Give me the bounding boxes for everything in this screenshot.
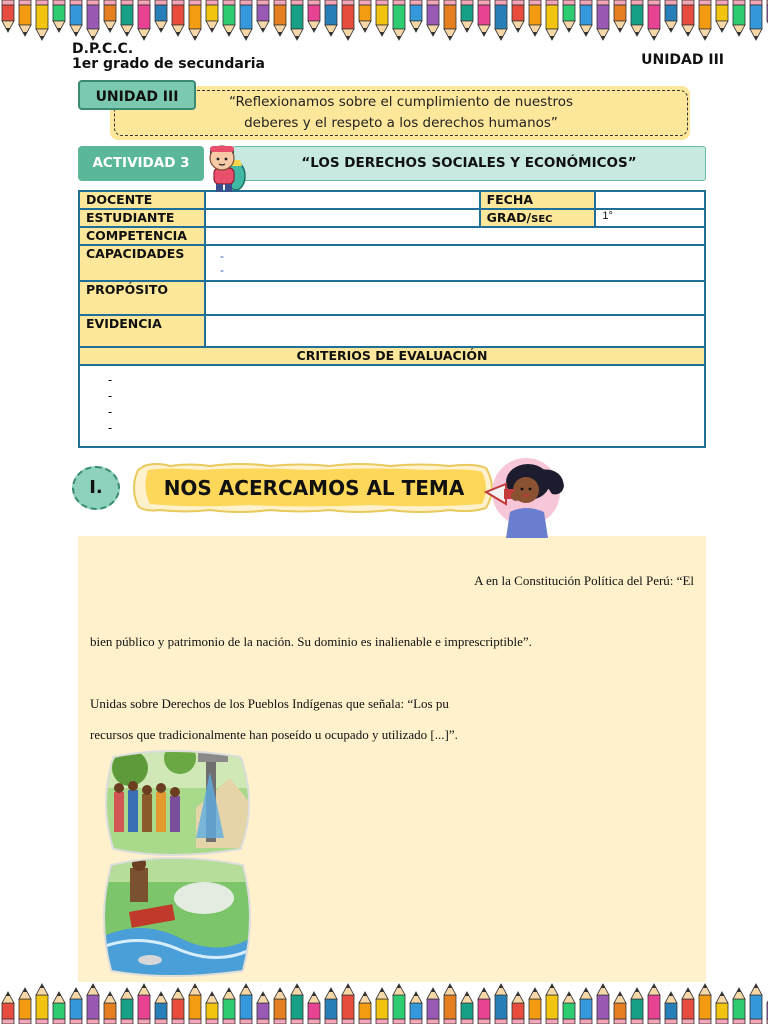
grad-sec-label [480,209,596,227]
proposito-field[interactable] [205,281,705,315]
pencil-icon [546,984,558,1024]
pencil-icon [648,0,660,40]
pencil-icon [70,988,82,1024]
pencil-icon [682,988,694,1024]
pencil-icon [189,984,201,1024]
pencil-icon [308,992,320,1024]
proposito-label: PROPÓSITO [79,281,205,315]
capacidades-label: CAPACIDADES [79,245,205,281]
pencil-icon [716,0,728,32]
pencil-icon [36,984,48,1024]
pencil-icon [750,0,762,40]
pencil-icon [53,0,65,32]
pencil-icon [563,0,575,32]
criterios-header: CRITERIOS DE EVALUACIÓN [79,347,705,365]
sec-label: SEC [531,214,553,225]
pencil-icon [580,988,592,1024]
pencil-icon [376,0,388,36]
document-header [72,42,265,72]
capacidad-item: - [219,263,224,277]
pencil-icon [240,984,252,1024]
pencil-icon [495,0,507,40]
pencil-icon [665,992,677,1024]
pencil-icon [461,0,473,32]
unit-label-right: UNIDAD III [641,52,724,68]
pencil-icon [580,0,592,36]
pencil-icon [427,0,439,36]
pencil-icon [410,992,422,1024]
pencil-icon [274,988,286,1024]
pencil-icon [206,992,218,1024]
criterios-list [86,366,698,436]
pencil-icon [410,0,422,32]
pencil-icon [444,0,456,40]
estudiante-field[interactable] [205,209,480,227]
criterio-item: - [108,405,113,419]
pencil-icon [342,984,354,1024]
pencil-icon [359,992,371,1024]
pencil-icon [478,0,490,36]
pencil-icon [53,992,65,1024]
content-line-2: bien público y patrimonio de la nación. Su dominio es inalienable e imprescriptible”. [90,634,532,649]
pencil-icon [631,988,643,1024]
pencil-icon [750,984,762,1024]
pencil-icon [342,0,354,40]
pencil-icon [631,0,643,36]
criterio-item: - [108,389,113,403]
capacidades-list [212,246,698,277]
unit-badge: UNIDAD III [78,80,196,110]
girl-with-megaphone-icon [476,456,572,538]
pencil-icon [614,992,626,1024]
pencil-icon [155,992,167,1024]
pencil-icon [104,992,116,1024]
grad-label: GRAD/ [486,210,532,225]
pencil-icon [87,984,99,1024]
pencil-icon [325,0,337,36]
pencil-icon [529,988,541,1024]
pencil-border-bottom [0,982,768,1024]
pencil-icon [240,0,252,40]
competencia-label: COMPETENCIA [79,227,205,245]
content-line-4: recursos que tradicionalmente han poseído u ocupado y utilizado [...]”. [90,727,458,742]
grad-sec-field[interactable]: 1° [595,209,705,227]
pencil-icon [257,0,269,32]
docente-label: DOCENTE [79,191,205,209]
activity-title: “LOS DERECHOS SOCIALES Y ECONÓMICOS” [232,146,706,181]
pencil-icon [529,0,541,36]
pencil-icon [274,0,286,36]
pencil-border-top [0,0,768,42]
student-character-icon [200,138,258,194]
criterio-item: - [108,373,113,387]
content-line-3: Unidas sobre Derechos de los Pueblos Indígenas que señala: “Los pu [90,696,449,711]
pencil-icon [359,0,371,32]
pencil-icon [189,0,201,40]
unit-theme-line-1: “Reflexionamos sobre el cumplimiento de nuestros [228,94,574,110]
pencil-icon [563,992,575,1024]
pencil-icon [223,988,235,1024]
estudiante-label: ESTUDIANTE [79,209,205,227]
pencil-icon [2,0,14,32]
pencil-icon [19,0,31,36]
pencil-icon [597,984,609,1024]
pencil-icon [665,0,677,32]
pencil-icon [104,0,116,32]
evidencia-label: EVIDENCIA [79,315,205,347]
pencil-icon [648,984,660,1024]
section-number-badge: I. [72,466,120,510]
pencil-icon [733,0,745,36]
fecha-label: FECHA [480,191,596,209]
pencil-icon [155,0,167,32]
pencil-icon [393,0,405,40]
criterios-field[interactable] [79,365,705,447]
pencil-icon [682,0,694,36]
pencil-icon [699,984,711,1024]
pencil-icon [716,992,728,1024]
pencil-icon [138,984,150,1024]
pencil-icon [733,988,745,1024]
pencil-icon [121,988,133,1024]
pencil-icon [614,0,626,32]
competencia-field[interactable] [205,227,705,245]
pencil-icon [546,0,558,40]
student-info-table [78,190,706,448]
pencil-icon [291,0,303,40]
pencil-border-graphic [0,982,768,1024]
pencil-icon [36,0,48,40]
pencil-icon [461,992,473,1024]
pencil-icon [87,0,99,40]
pencil-icon [427,988,439,1024]
pencil-icon [308,0,320,32]
unit-theme [114,90,688,136]
water-rights-illustration [100,748,254,978]
pencil-icon [478,988,490,1024]
pencil-icon [393,984,405,1024]
pencil-icon [495,984,507,1024]
pencil-icon [512,0,524,32]
fecha-field[interactable] [595,191,705,209]
criterio-item: - [108,421,113,435]
activity-badge: ACTIVIDAD 3 [78,146,204,181]
section-title: NOS ACERCAMOS AL TEMA [163,476,465,500]
pencil-icon [699,0,711,40]
pencil-icon [444,984,456,1024]
grade-label: 1er grado de secundaria [72,56,265,72]
pencil-icon [223,0,235,36]
content-line-1: A en la Constitución Política del Perú: “El [474,573,694,588]
pencil-icon [257,992,269,1024]
pencil-icon [70,0,82,36]
capacidades-field[interactable] [205,245,705,281]
pencil-icon [206,0,218,32]
pencil-border-graphic [0,0,768,42]
pencil-icon [172,0,184,36]
pencil-icon [376,988,388,1024]
pencil-icon [172,988,184,1024]
org-name: D.P.C.C. [72,41,134,57]
pencil-icon [121,0,133,36]
pencil-icon [325,988,337,1024]
pencil-icon [291,984,303,1024]
pencil-icon [19,988,31,1024]
pencil-icon [2,992,14,1024]
unit-theme-line-2: deberes y el respeto a los derechos humanos” [244,115,558,131]
pencil-icon [512,992,524,1024]
pencil-icon [597,0,609,40]
evidencia-field[interactable] [205,315,705,347]
capacidad-item: - [219,249,224,263]
pencil-icon [138,0,150,40]
